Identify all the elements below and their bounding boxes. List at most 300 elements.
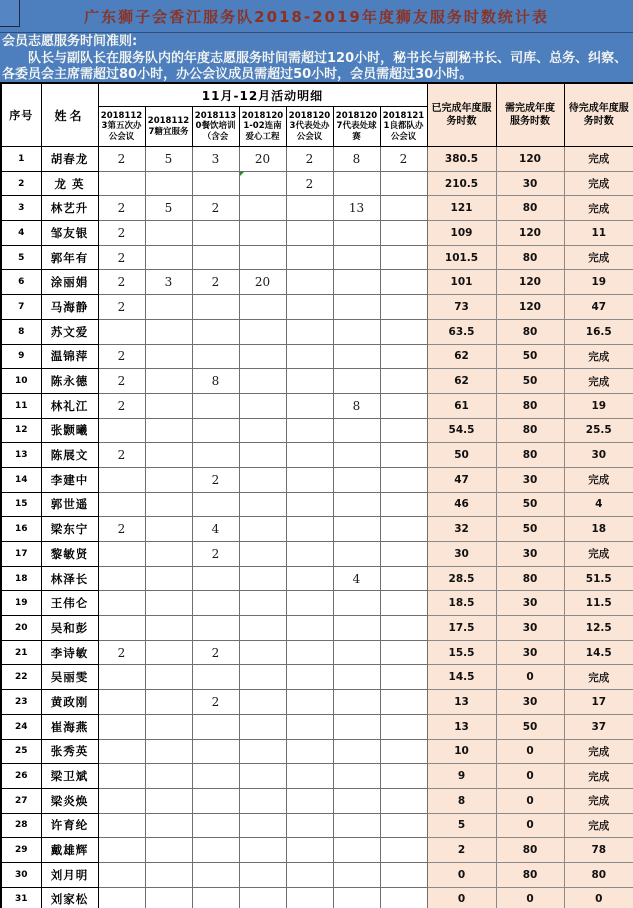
member-name-cell: 李诗敏	[41, 640, 98, 665]
completed-hours-cell: 13	[427, 690, 496, 715]
table-row	[1, 393, 633, 418]
table-row	[1, 344, 633, 369]
required-hours-cell: 30	[496, 616, 564, 641]
remaining-hours-cell: 19	[564, 270, 633, 295]
table-row	[1, 196, 633, 221]
activity-hours-cell	[239, 369, 286, 394]
remaining-hours-cell: 完成	[564, 739, 633, 764]
col-header-completed-hours: 已完成年度服务时数	[427, 83, 496, 147]
activity-hours-cell	[98, 862, 145, 887]
activity-hours-cell	[192, 838, 239, 863]
completed-hours-cell: 62	[427, 369, 496, 394]
activity-hours-cell	[239, 591, 286, 616]
row-number-cell: 21	[1, 640, 41, 665]
required-hours-cell: 30	[496, 542, 564, 567]
activity-hours-cell	[145, 640, 192, 665]
row-number-cell: 29	[1, 838, 41, 863]
required-hours-cell: 80	[496, 566, 564, 591]
activity-hours-cell	[239, 221, 286, 246]
activity-hours-cell	[192, 492, 239, 517]
activity-hours-cell	[145, 467, 192, 492]
completed-hours-cell: 2	[427, 838, 496, 863]
activity-hours-cell: 20	[239, 270, 286, 295]
table-row	[1, 245, 633, 270]
activity-hours-cell	[286, 566, 333, 591]
activity-hours-cell: 3	[192, 147, 239, 172]
activity-hours-cell	[286, 764, 333, 789]
completed-hours-cell: 50	[427, 443, 496, 468]
row-number-cell: 7	[1, 295, 41, 320]
member-name-cell: 胡春龙	[41, 147, 98, 172]
required-hours-cell: 0	[496, 665, 564, 690]
completed-hours-cell: 13	[427, 714, 496, 739]
col-header-activity-1: 20181123第五次办公会议	[98, 107, 145, 147]
remaining-hours-cell: 11	[564, 221, 633, 246]
activity-hours-cell	[239, 542, 286, 567]
activity-hours-cell	[145, 813, 192, 838]
activity-hours-cell	[333, 517, 380, 542]
activity-hours-cell	[380, 492, 427, 517]
activity-hours-cell	[333, 171, 380, 196]
member-name-cell: 吴和彭	[41, 616, 98, 641]
activity-hours-cell	[145, 887, 192, 908]
activity-hours-cell: 2	[192, 196, 239, 221]
table-row	[1, 270, 633, 295]
required-hours-cell: 50	[496, 344, 564, 369]
activity-hours-cell: 8	[333, 147, 380, 172]
activity-hours-cell	[145, 690, 192, 715]
completed-hours-cell: 0	[427, 887, 496, 908]
row-number-cell: 31	[1, 887, 41, 908]
required-hours-cell: 120	[496, 270, 564, 295]
activity-hours-cell	[333, 492, 380, 517]
remaining-hours-cell: 47	[564, 295, 633, 320]
activity-hours-cell: 2	[98, 147, 145, 172]
required-hours-cell: 50	[496, 492, 564, 517]
completed-hours-cell: 30	[427, 542, 496, 567]
activity-hours-cell	[145, 838, 192, 863]
col-header-remaining-hours: 待完成年度服务时数	[564, 83, 633, 147]
activity-hours-cell: 5	[145, 147, 192, 172]
activity-hours-cell	[380, 221, 427, 246]
activity-hours-cell	[333, 887, 380, 908]
activity-hours-cell: 2	[98, 517, 145, 542]
activity-hours-cell	[192, 739, 239, 764]
activity-hours-cell	[380, 887, 427, 908]
activity-hours-cell	[333, 295, 380, 320]
activity-hours-cell	[145, 171, 192, 196]
row-number-cell: 20	[1, 616, 41, 641]
row-number-cell: 12	[1, 418, 41, 443]
remaining-hours-cell: 完成	[564, 813, 633, 838]
activity-hours-cell	[286, 196, 333, 221]
activity-hours-cell: 2	[98, 196, 145, 221]
activity-hours-cell	[380, 690, 427, 715]
row-number-cell: 5	[1, 245, 41, 270]
activity-hours-cell	[192, 566, 239, 591]
table-row	[1, 665, 633, 690]
activity-hours-cell	[286, 542, 333, 567]
activity-hours-cell: 2	[192, 270, 239, 295]
notes-block	[0, 33, 633, 84]
row-number-cell: 1	[1, 147, 41, 172]
activity-hours-cell	[380, 566, 427, 591]
activity-hours-cell	[380, 443, 427, 468]
activity-hours-cell: 2	[98, 443, 145, 468]
activity-hours-cell	[333, 443, 380, 468]
activity-hours-cell	[380, 344, 427, 369]
activity-hours-cell	[98, 542, 145, 567]
activity-hours-cell: 2	[98, 369, 145, 394]
member-name-cell: 张秀英	[41, 739, 98, 764]
activity-hours-cell	[286, 739, 333, 764]
activity-hours-cell	[380, 862, 427, 887]
title-row	[0, 0, 633, 33]
row-number-cell: 22	[1, 665, 41, 690]
table-row	[1, 369, 633, 394]
member-name-cell: 龙 英	[41, 171, 98, 196]
activity-hours-cell	[192, 171, 239, 196]
remaining-hours-cell: 80	[564, 862, 633, 887]
notes-heading: 会员志愿服务时间准则:	[2, 34, 138, 49]
completed-hours-cell: 32	[427, 517, 496, 542]
required-hours-cell: 80	[496, 838, 564, 863]
activity-hours-cell	[145, 443, 192, 468]
activity-hours-cell	[239, 764, 286, 789]
activity-hours-cell	[192, 319, 239, 344]
table-row	[1, 591, 633, 616]
remaining-hours-cell: 4	[564, 492, 633, 517]
member-name-cell: 陈展文	[41, 443, 98, 468]
member-name-cell: 苏文爱	[41, 319, 98, 344]
required-hours-cell: 0	[496, 764, 564, 789]
row-number-cell: 25	[1, 739, 41, 764]
remaining-hours-cell: 18	[564, 517, 633, 542]
activity-hours-cell	[286, 591, 333, 616]
required-hours-cell: 80	[496, 418, 564, 443]
activity-hours-cell	[192, 591, 239, 616]
activity-hours-cell	[192, 221, 239, 246]
required-hours-cell: 30	[496, 467, 564, 492]
table-row	[1, 714, 633, 739]
member-name-cell: 梁东宁	[41, 517, 98, 542]
activity-hours-cell: 3	[145, 270, 192, 295]
activity-hours-cell	[145, 665, 192, 690]
required-hours-cell: 0	[496, 813, 564, 838]
activity-hours-cell	[192, 443, 239, 468]
activity-hours-cell: 2	[192, 690, 239, 715]
remaining-hours-cell: 16.5	[564, 319, 633, 344]
remaining-hours-cell: 0	[564, 887, 633, 908]
required-hours-cell: 30	[496, 171, 564, 196]
activity-hours-cell: 2	[286, 147, 333, 172]
required-hours-cell: 80	[496, 393, 564, 418]
activity-hours-cell	[380, 640, 427, 665]
table-row	[1, 542, 633, 567]
activity-hours-cell	[286, 714, 333, 739]
activity-hours-cell	[145, 319, 192, 344]
activity-hours-cell: 13	[333, 196, 380, 221]
member-name-cell: 黎敏贤	[41, 542, 98, 567]
row-number-cell: 23	[1, 690, 41, 715]
required-hours-cell: 50	[496, 714, 564, 739]
table-row	[1, 616, 633, 641]
completed-hours-cell: 0	[427, 862, 496, 887]
table-row	[1, 764, 633, 789]
activity-hours-cell	[98, 887, 145, 908]
activity-hours-cell	[286, 690, 333, 715]
activity-hours-cell	[286, 492, 333, 517]
activity-hours-cell	[380, 270, 427, 295]
activity-hours-cell: 4	[333, 566, 380, 591]
table-row	[1, 838, 633, 863]
activity-hours-cell	[333, 690, 380, 715]
activity-hours-cell	[380, 171, 427, 196]
activity-hours-cell	[380, 591, 427, 616]
activity-hours-cell	[192, 788, 239, 813]
table-header	[1, 83, 633, 147]
member-name-cell: 林泽长	[41, 566, 98, 591]
activity-hours-cell	[380, 838, 427, 863]
activity-hours-cell	[286, 813, 333, 838]
table-row	[1, 418, 633, 443]
sheet-banner	[0, 0, 633, 82]
activity-hours-cell	[380, 616, 427, 641]
activity-hours-cell	[239, 739, 286, 764]
activity-hours-cell	[239, 862, 286, 887]
table-body	[1, 147, 633, 908]
activity-hours-cell: 8	[192, 369, 239, 394]
required-hours-cell: 80	[496, 319, 564, 344]
activity-hours-cell	[333, 665, 380, 690]
completed-hours-cell: 63.5	[427, 319, 496, 344]
completed-hours-cell: 101	[427, 270, 496, 295]
activity-hours-cell	[98, 739, 145, 764]
activity-hours-cell	[333, 764, 380, 789]
activity-hours-cell	[333, 369, 380, 394]
sheet-corner-cell	[0, 0, 20, 27]
activity-hours-cell	[98, 616, 145, 641]
activity-hours-cell	[145, 739, 192, 764]
activity-hours-cell: 4	[192, 517, 239, 542]
activity-hours-cell	[286, 443, 333, 468]
activity-hours-cell	[145, 418, 192, 443]
remaining-hours-cell: 37	[564, 714, 633, 739]
member-name-cell: 李建中	[41, 467, 98, 492]
activity-hours-cell	[239, 492, 286, 517]
activity-hours-cell	[145, 591, 192, 616]
activity-hours-cell: 8	[333, 393, 380, 418]
activity-hours-cell	[286, 665, 333, 690]
member-name-cell: 林艺升	[41, 196, 98, 221]
activity-hours-cell	[333, 640, 380, 665]
activity-hours-cell	[380, 665, 427, 690]
activity-hours-cell	[239, 616, 286, 641]
activity-hours-cell	[286, 467, 333, 492]
activity-hours-cell: 5	[145, 196, 192, 221]
activity-hours-cell	[98, 591, 145, 616]
activity-hours-cell	[239, 665, 286, 690]
activity-hours-cell	[239, 566, 286, 591]
completed-hours-cell: 47	[427, 467, 496, 492]
activity-hours-cell	[239, 443, 286, 468]
col-header-activity-7: 20181211良都队办公会议	[380, 107, 427, 147]
activity-hours-cell	[239, 196, 286, 221]
activity-hours-cell: 2	[98, 393, 145, 418]
table-row	[1, 443, 633, 468]
activity-hours-cell	[286, 616, 333, 641]
table-row	[1, 862, 633, 887]
activity-hours-cell	[239, 788, 286, 813]
member-name-cell: 吴丽雯	[41, 665, 98, 690]
member-name-cell: 梁卫斌	[41, 764, 98, 789]
activity-hours-cell	[333, 714, 380, 739]
activity-hours-cell	[98, 467, 145, 492]
activity-hours-cell	[145, 245, 192, 270]
row-number-cell: 19	[1, 591, 41, 616]
activity-hours-cell	[239, 319, 286, 344]
member-name-cell: 林礼江	[41, 393, 98, 418]
col-header-activity-6: 20181207代表处球赛	[333, 107, 380, 147]
activity-hours-cell	[286, 295, 333, 320]
activity-hours-cell	[145, 862, 192, 887]
activity-hours-cell	[333, 739, 380, 764]
activity-hours-cell	[145, 517, 192, 542]
activity-hours-cell: 2	[98, 640, 145, 665]
activity-hours-cell	[380, 788, 427, 813]
activity-hours-cell	[286, 862, 333, 887]
required-hours-cell: 120	[496, 147, 564, 172]
remaining-hours-cell: 12.5	[564, 616, 633, 641]
activity-hours-cell	[286, 517, 333, 542]
activity-hours-cell	[98, 838, 145, 863]
table-row	[1, 640, 633, 665]
member-name-cell: 邹友银	[41, 221, 98, 246]
activity-hours-cell	[145, 393, 192, 418]
col-header-activity-2: 20181127糖宜服务	[145, 107, 192, 147]
activity-hours-cell	[333, 344, 380, 369]
remaining-hours-cell: 25.5	[564, 418, 633, 443]
activity-hours-cell	[239, 467, 286, 492]
activity-hours-cell	[286, 418, 333, 443]
activity-hours-cell	[286, 887, 333, 908]
activity-hours-cell	[380, 418, 427, 443]
activity-hours-cell	[239, 714, 286, 739]
row-number-cell: 28	[1, 813, 41, 838]
activity-hours-cell: 2	[286, 171, 333, 196]
activity-hours-cell	[380, 393, 427, 418]
required-hours-cell: 0	[496, 887, 564, 908]
activity-hours-cell	[98, 690, 145, 715]
activity-hours-cell	[286, 245, 333, 270]
activity-hours-cell	[239, 813, 286, 838]
service-hours-table	[0, 82, 633, 908]
activity-hours-cell	[286, 369, 333, 394]
required-hours-cell: 30	[496, 591, 564, 616]
row-number-cell: 15	[1, 492, 41, 517]
member-name-cell: 张颢曦	[41, 418, 98, 443]
row-number-cell: 26	[1, 764, 41, 789]
completed-hours-cell: 61	[427, 393, 496, 418]
completed-hours-cell: 18.5	[427, 591, 496, 616]
activity-hours-cell	[98, 764, 145, 789]
remaining-hours-cell: 完成	[564, 467, 633, 492]
activity-hours-cell	[98, 566, 145, 591]
activity-hours-cell	[380, 369, 427, 394]
remaining-hours-cell: 19	[564, 393, 633, 418]
activity-hours-cell	[239, 393, 286, 418]
row-number-cell: 18	[1, 566, 41, 591]
completed-hours-cell: 101.5	[427, 245, 496, 270]
row-number-cell: 11	[1, 393, 41, 418]
activity-hours-cell	[145, 764, 192, 789]
remaining-hours-cell: 完成	[564, 245, 633, 270]
activity-hours-cell	[145, 295, 192, 320]
required-hours-cell: 0	[496, 739, 564, 764]
activity-hours-cell	[333, 838, 380, 863]
remaining-hours-cell: 11.5	[564, 591, 633, 616]
notes-body: 队长与副队长在服务队内的年度志愿服务时间需超过120小时，秘书长与副秘书长、司库、总务、纠察、各委员会主席需超过80小时，办公会议成员需超过50小时，会员需超过30小时。	[2, 50, 628, 82]
activity-hours-cell: 2	[98, 221, 145, 246]
activity-hours-cell	[145, 714, 192, 739]
activity-hours-cell	[98, 319, 145, 344]
member-name-cell: 王伟仑	[41, 591, 98, 616]
activity-hours-cell	[380, 714, 427, 739]
member-name-cell: 崔海燕	[41, 714, 98, 739]
activity-hours-cell: 2	[98, 245, 145, 270]
table-row	[1, 690, 633, 715]
required-hours-cell: 120	[496, 221, 564, 246]
required-hours-cell: 0	[496, 788, 564, 813]
cell-comment-marker-icon	[240, 172, 244, 176]
completed-hours-cell: 14.5	[427, 665, 496, 690]
activity-hours-cell	[380, 542, 427, 567]
activity-hours-cell	[380, 196, 427, 221]
completed-hours-cell: 10	[427, 739, 496, 764]
col-header-activity-group: 11月-12月活动明细	[98, 83, 427, 107]
completed-hours-cell: 9	[427, 764, 496, 789]
activity-hours-cell	[145, 344, 192, 369]
completed-hours-cell: 62	[427, 344, 496, 369]
row-number-cell: 24	[1, 714, 41, 739]
activity-hours-cell	[192, 616, 239, 641]
remaining-hours-cell: 完成	[564, 196, 633, 221]
row-number-cell: 4	[1, 221, 41, 246]
completed-hours-cell: 54.5	[427, 418, 496, 443]
required-hours-cell: 80	[496, 443, 564, 468]
activity-hours-cell	[333, 542, 380, 567]
activity-hours-cell	[239, 418, 286, 443]
row-number-cell: 8	[1, 319, 41, 344]
activity-hours-cell	[145, 616, 192, 641]
table-row	[1, 813, 633, 838]
row-number-cell: 27	[1, 788, 41, 813]
activity-hours-cell: 2	[380, 147, 427, 172]
member-name-cell: 刘月明	[41, 862, 98, 887]
required-hours-cell: 80	[496, 862, 564, 887]
remaining-hours-cell: 14.5	[564, 640, 633, 665]
table-row	[1, 887, 633, 908]
completed-hours-cell: 380.5	[427, 147, 496, 172]
activity-hours-cell	[239, 517, 286, 542]
activity-hours-cell: 2	[192, 467, 239, 492]
activity-hours-cell	[192, 887, 239, 908]
completed-hours-cell: 109	[427, 221, 496, 246]
activity-hours-cell	[380, 739, 427, 764]
required-hours-cell: 50	[496, 517, 564, 542]
activity-hours-cell	[380, 245, 427, 270]
completed-hours-cell: 46	[427, 492, 496, 517]
